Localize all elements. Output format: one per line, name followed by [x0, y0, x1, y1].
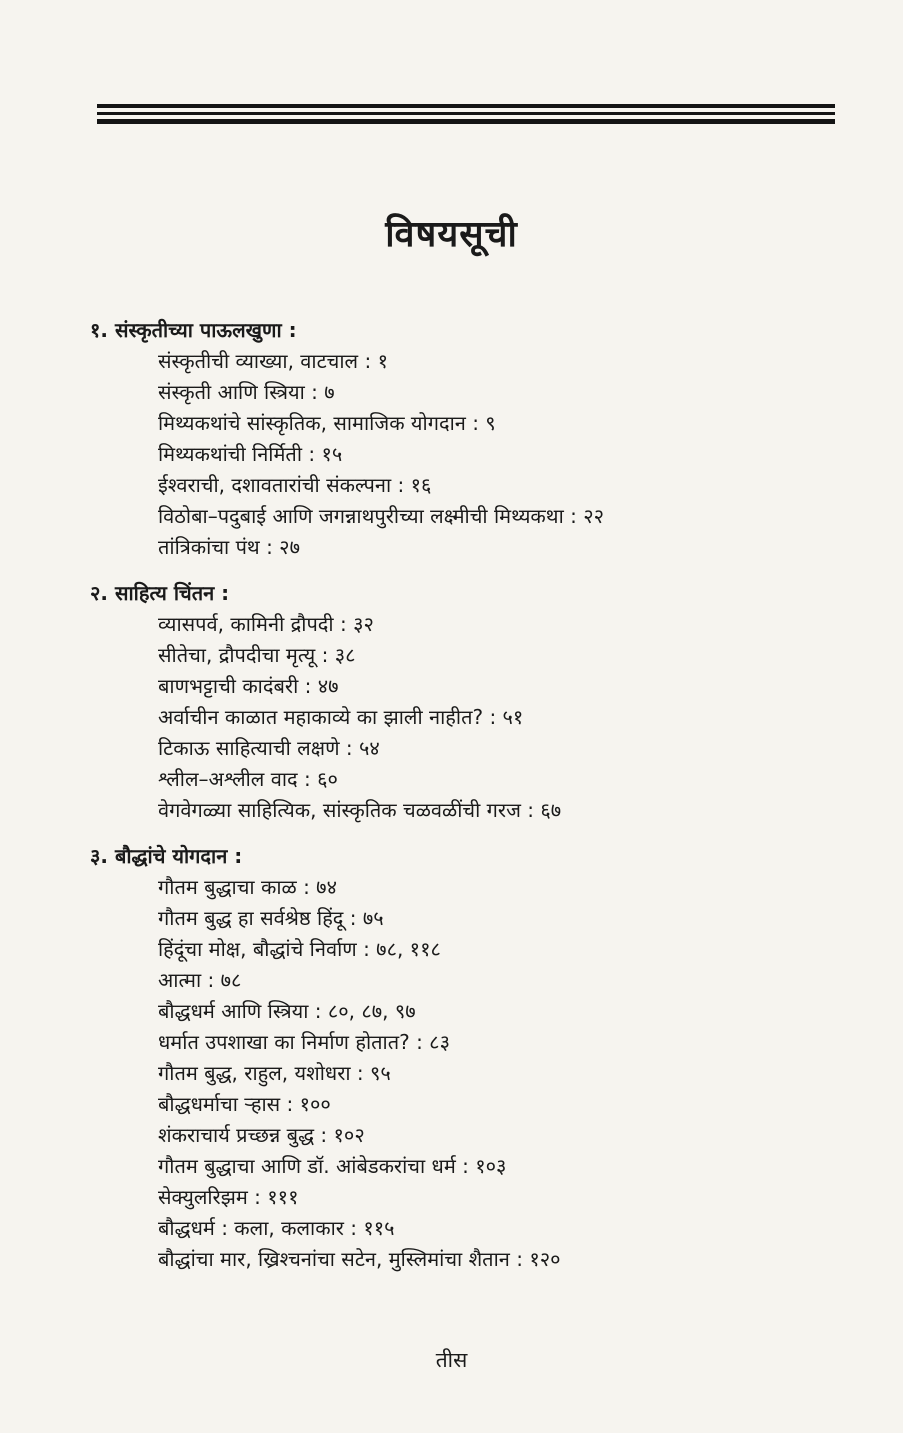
section-heading: १. संस्कृतीच्या पाऊलखुणा : — [90, 318, 297, 342]
page-number: तीस — [435, 1348, 468, 1372]
toc-entry: गौतम बुद्धाचा आणि डॉ. आंबेडकरांचा धर्म : १०३ — [158, 1154, 507, 1178]
toc-section — [90, 577, 870, 826]
toc-entry: धर्मात उपशाखा का निर्माण होतात? : ८३ — [158, 1030, 450, 1054]
toc-entry: बौद्धधर्माचा ऱ्हास : १०० — [158, 1092, 331, 1116]
toc-section — [90, 314, 870, 563]
toc-entry: संस्कृती आणि स्त्रिया : ७ — [158, 380, 335, 404]
toc-entry: बाणभट्टाची कादंबरी : ४७ — [158, 674, 339, 698]
toc-entry: विठोबा–पदुबाई आणि जगन्नाथपुरीच्या लक्ष्मीची मिथ्यकथा : २२ — [158, 504, 605, 528]
toc-entry: व्यासपर्व, कामिनी द्रौपदी : ३२ — [158, 612, 374, 636]
header-rule — [97, 104, 835, 126]
rule-line — [97, 112, 835, 115]
toc-entry: मिथ्यकथांचे सांस्कृतिक, सामाजिक योगदान : ९ — [158, 411, 496, 435]
toc-entry: सेक्युलरिझम : १११ — [158, 1185, 299, 1209]
toc-entry: तांत्रिकांचा पंथ : २७ — [158, 535, 300, 559]
toc-entry: अर्वाचीन काळात महाकाव्ये का झाली नाहीत? : ५१ — [158, 705, 524, 729]
rule-line — [97, 104, 835, 108]
section-heading: ३. बौद्धांचे योगदान : — [90, 844, 243, 868]
toc-entry: गौतम बुद्धाचा काळ : ७४ — [158, 875, 337, 899]
toc-entry: गौतम बुद्ध हा सर्वश्रेष्ठ हिंदू : ७५ — [158, 906, 384, 930]
toc-section — [90, 840, 870, 1275]
toc-entry: संस्कृतीची व्याख्या, वाटचाल : १ — [158, 349, 388, 373]
rule-line — [97, 119, 835, 124]
toc-entry: टिकाऊ साहित्याची लक्षणे : ५४ — [158, 736, 380, 760]
section-heading: २. साहित्य चिंतन : — [90, 581, 230, 605]
toc-entry: बौद्धधर्म आणि स्त्रिया : ८०, ८७, ९७ — [158, 999, 416, 1023]
toc-entry: आत्मा : ७८ — [158, 968, 242, 992]
toc-entry: शंकराचार्य प्रच्छन्न बुद्ध : १०२ — [158, 1123, 365, 1147]
page-title: विषयसूची — [385, 214, 518, 255]
toc-entry: बौद्धांचा मार, ख्रिश्चनांचा सटेन, मुस्लिमांचा शैतान : १२० — [158, 1247, 561, 1271]
toc-entry: वेगवेगळ्या साहित्यिक, सांस्कृतिक चळवळींची गरज : ६७ — [158, 798, 562, 822]
toc-entry: बौद्धधर्म : कला, कलाकार : ११५ — [158, 1216, 395, 1240]
table-of-contents — [90, 314, 870, 1289]
toc-entry: ईश्वराची, दशावतारांची संकल्पना : १६ — [158, 473, 432, 497]
toc-entry: श्लील–अश्लील वाद : ६० — [158, 767, 338, 791]
toc-entry: सीतेचा, द्रौपदीचा मृत्यू : ३८ — [158, 643, 356, 667]
toc-entry: गौतम बुद्ध, राहुल, यशोधरा : ९५ — [158, 1061, 391, 1085]
toc-entry: हिंदूंचा मोक्ष, बौद्धांचे निर्वाण : ७८, ११८ — [158, 937, 441, 961]
toc-entry: मिथ्यकथांची निर्मिती : १५ — [158, 442, 343, 466]
